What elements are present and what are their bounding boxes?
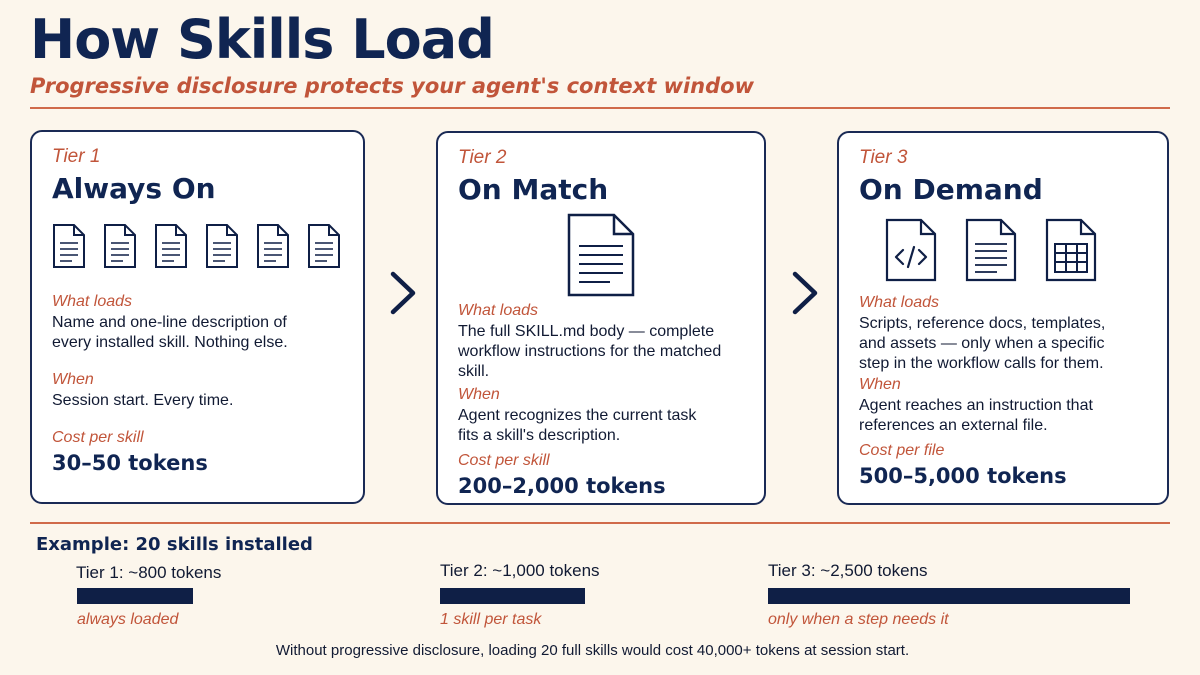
when-text: Session start. Every time. <box>52 392 234 409</box>
tier-2-card <box>436 131 766 505</box>
document-icon <box>205 223 239 269</box>
tier-label: Tier 1 <box>52 146 101 167</box>
cost-label: Cost per skill <box>52 429 144 446</box>
chevron-right-icon <box>790 270 820 316</box>
what-loads-label: What loads <box>458 302 539 319</box>
bar-label-tier-1: Tier 1: ~800 tokens <box>76 563 222 582</box>
tier-1-icons <box>52 223 343 269</box>
header-divider <box>30 107 1170 109</box>
what-loads-label: What loads <box>859 294 940 311</box>
document-icon <box>965 218 1017 282</box>
bar-label-tier-2: Tier 2: ~1,000 tokens <box>440 561 600 580</box>
page-title: How Skills Load <box>30 8 494 71</box>
tier-name: On Match <box>458 173 609 206</box>
example-heading: Example: 20 skills installed <box>36 534 313 555</box>
page-subtitle: Progressive disclosure protects your agent's context window <box>30 74 754 98</box>
bar-tier-1 <box>77 588 193 604</box>
tier-3-icons <box>885 218 1147 282</box>
spreadsheet-icon <box>1045 218 1097 282</box>
document-icon <box>103 223 137 269</box>
bar-tier-3 <box>768 588 1130 604</box>
when-text: Agent reaches an instruction that references an external file. <box>859 397 1093 434</box>
document-icon <box>256 223 290 269</box>
document-icon <box>154 223 188 269</box>
bar-note-tier-1: always loaded <box>77 611 179 628</box>
bar-note-tier-2: 1 skill per task <box>440 611 542 628</box>
when-label: When <box>458 386 500 403</box>
cost-label: Cost per file <box>859 442 945 459</box>
tier-label: Tier 2 <box>458 147 507 168</box>
large-document-icon <box>566 212 636 298</box>
cost-value: 200–2,000 tokens <box>458 474 666 498</box>
code-file-icon <box>885 218 937 282</box>
chevron-right-icon <box>388 270 418 316</box>
cost-value: 500–5,000 tokens <box>859 464 1067 488</box>
cost-label: Cost per skill <box>458 452 550 469</box>
when-label: When <box>859 376 901 393</box>
tier-2-icons <box>458 212 744 298</box>
footnote: Without progressive disclosure, loading 20 full skills would cost 40,000+ tokens at session start. <box>275 642 910 659</box>
when-text: Agent recognizes the current task fits a skill's description. <box>458 407 697 444</box>
tier-1-card <box>30 130 365 504</box>
document-icon <box>52 223 86 269</box>
tier-label: Tier 3 <box>859 147 908 168</box>
cost-value: 30–50 tokens <box>52 451 208 475</box>
tier-name: Always On <box>52 172 216 205</box>
when-label: When <box>52 371 94 388</box>
what-loads-label: What loads <box>52 293 133 310</box>
what-loads-text: Scripts, reference docs, templates, and assets — only when a specific step in the workflow calls for them. <box>859 315 1106 372</box>
tier-3-card <box>837 131 1169 505</box>
bar-label-tier-3: Tier 3: ~2,500 tokens <box>768 561 928 580</box>
tier-name: On Demand <box>859 173 1043 206</box>
bar-note-tier-3: only when a step needs it <box>768 611 949 628</box>
what-loads-text: The full SKILL.md body — complete workflow instructions for the matched skill. <box>458 323 722 380</box>
section-divider <box>30 522 1170 524</box>
bar-tier-2 <box>440 588 585 604</box>
what-loads-text: Name and one-line description of every installed skill. Nothing else. <box>52 314 288 351</box>
document-icon <box>307 223 341 269</box>
